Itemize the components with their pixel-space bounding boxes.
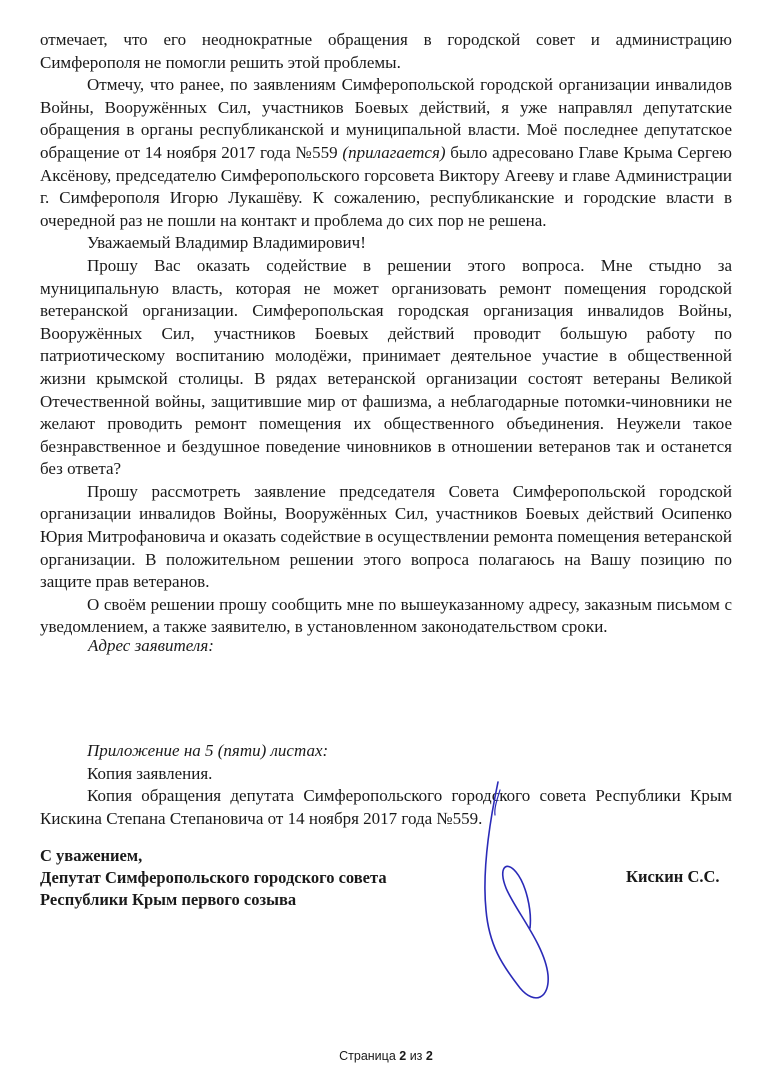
signer-name: Кискин С.С. bbox=[626, 867, 720, 886]
closing-block bbox=[40, 845, 387, 911]
salutation: Уважаемый Владимир Владимирович! bbox=[87, 233, 366, 253]
applicant-address-label: Адрес заявителя: bbox=[88, 636, 214, 655]
letter-body bbox=[40, 29, 732, 639]
paragraph-1: отмечает, что его неоднократные обращения в городской совет и администрацию Симферополя не помогли решить этой проблемы. bbox=[40, 30, 732, 72]
paragraph-4: Прошу рассмотреть заявление председателя Совета Симферопольской городской организации инвалидов Войны, Вооружённых Сил, участников Боевых действий Осипенко Юрия Митрофановича и оказать содействие в осуществлении ремонта помещения ветеранской организации. В положительном решении этого вопроса полагаюсь на Вашу позицию по защите прав ветеранов. bbox=[40, 481, 732, 592]
footer-current-page: 2 bbox=[399, 1049, 407, 1063]
handwritten-signature bbox=[440, 760, 600, 1010]
attachment-item: Копия заявления. bbox=[87, 763, 213, 783]
closing-council: Республики Крым первого созыва bbox=[40, 890, 297, 909]
paragraph-2-attached-note: (прилагается) bbox=[342, 142, 446, 162]
footer-of-word: из bbox=[409, 1049, 423, 1063]
closing-position: Депутат Симферопольского городского совета bbox=[40, 868, 387, 887]
paragraph-3: Прошу Вас оказать содействие в решении этого вопроса. Мне стыдно за муниципальную власть, которая не может организовать ремонт помещения городской ветеранской организации. Симферопольская городская организация инвалидов Войны, Вооружённых Сил, участников Боевых действий проводит большую работу по патриотическому воспитанию молодёжи, принимает деятельное участие в общественной жизни крымской столицы. В рядах ветеранской организации состоят ветераны Великой Отечественной войны, защитившие мир от фашизма, а неблагодарные потомки-чиновники не желают проводить ремонт помещения их общественного объединения. Неужели такое безнравственное и бездушное поведение чиновников в отношении ветеранов так и останется без ответа? bbox=[40, 255, 732, 479]
paragraph-2 bbox=[40, 74, 732, 232]
page-footer bbox=[0, 1049, 772, 1063]
attachment-item: Копия обращения депутата Симферопольского городского совета Республики Крым Кискина Степана Степановича от 14 ноября 2017 года №559. bbox=[40, 786, 732, 828]
paragraph-2-part-a: Отмечу, что ранее, по заявлениям Симферопольской городской организации инвалидов Войны, Вооружённых Сил, участников Боевых действий, я уже направлял депутатские обращения в органы республиканской и муниципальной власти. Моё последнее депутатское обращение от 14 ноября 2017 года №559 bbox=[40, 75, 732, 162]
attachments-section bbox=[40, 740, 732, 830]
paragraph-2-part-b: было адресовано Главе Крыма Сергею Аксёнову, председателю Симферопольского горсовета Виктору Агееву и главе Администрации г. Симферополя Игорю Лукашёву. К сожалению, республиканские и городские власти в очередной раз не пошли на контакт и проблема до сих пор не решена. bbox=[40, 142, 733, 230]
footer-page-word: Страница bbox=[339, 1049, 396, 1063]
attachments-title: Приложение на 5 (пяти) листах: bbox=[87, 741, 329, 760]
paragraph-5: О своём решении прошу сообщить мне по вышеуказанному адресу, заказным письмом с уведомлением, а также заявителю, в установленном законодательством сроки. bbox=[40, 594, 732, 637]
footer-total-pages: 2 bbox=[425, 1049, 433, 1063]
closing-regards: С уважением, bbox=[40, 846, 143, 865]
